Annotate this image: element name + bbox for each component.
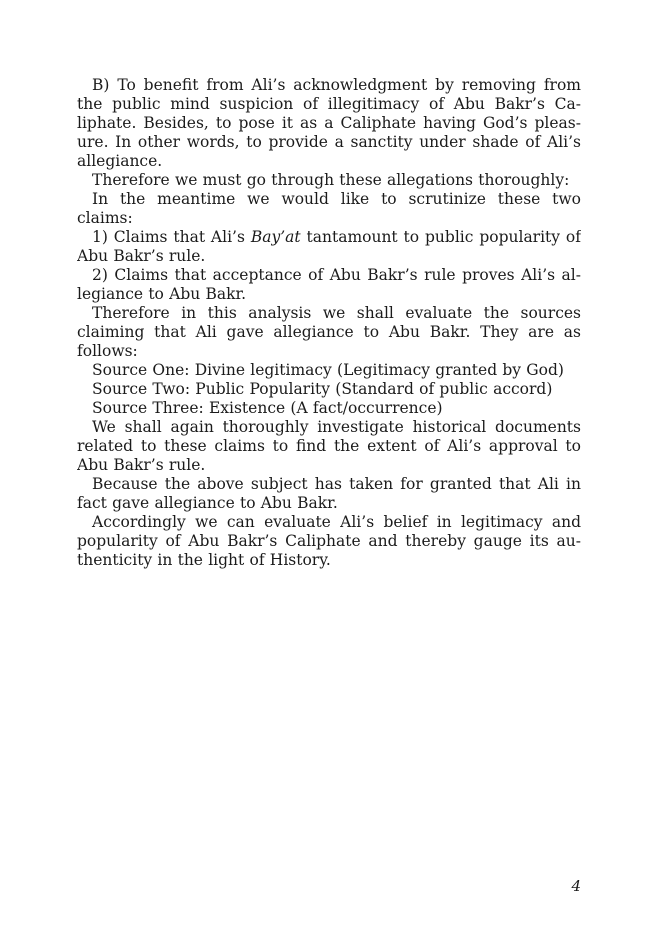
- page-number: 4: [571, 877, 581, 895]
- paragraph: [77, 190, 581, 228]
- paragraph: [77, 380, 581, 399]
- text-line: Source Two: Public Popularity (Standard of public accord): [92, 380, 553, 398]
- text-line: fact gave allegiance to Abu Bakr.: [77, 494, 338, 512]
- text-line: Source Three: Existence (A fact/occurrence): [92, 399, 443, 417]
- text-segment: tantamount to public popularity of: [300, 228, 581, 246]
- text-line: B) To benefit from Ali’s acknowledgment by removing from: [92, 76, 581, 94]
- text-line: claiming that Ali gave allegiance to Abu Bakr. They are as: [77, 323, 581, 341]
- text-line: Therefore we must go through these allegations thoroughly:: [92, 171, 570, 189]
- paragraph: [77, 361, 581, 380]
- text-line: popularity of Abu Bakr’s Caliphate and thereby gauge its au-: [77, 532, 581, 550]
- paragraph: [77, 513, 581, 570]
- paragraph: [77, 399, 581, 418]
- text-line: We shall again thoroughly investigate historical documents: [92, 418, 581, 436]
- text-line: Therefore in this analysis we shall evaluate the sources: [92, 304, 581, 322]
- text-line: [77, 228, 581, 247]
- paragraph: [77, 304, 581, 361]
- paragraph: [77, 266, 581, 304]
- text-line: Source One: Divine legitimacy (Legitimacy granted by God): [92, 361, 564, 379]
- text-line: the public mind suspicion of illegitimacy of Abu Bakr’s Ca-: [77, 95, 581, 113]
- text-line: liphate. Besides, to pose it as a Caliphate having God’s pleas-: [77, 114, 581, 132]
- text-line: thenticity in the light of History.: [77, 551, 331, 569]
- paragraph: [77, 475, 581, 513]
- text-line: In the meantime we would like to scrutinize these two: [92, 190, 581, 208]
- text-line: ure. In other words, to provide a sanctity under shade of Ali’s: [77, 133, 581, 151]
- text-line: follows:: [77, 342, 138, 360]
- text-line: 2) Claims that acceptance of Abu Bakr’s rule proves Ali’s al-: [92, 266, 581, 284]
- text-line: Abu Bakr’s rule.: [77, 247, 206, 265]
- text-line: related to these claims to find the extent of Ali’s approval to: [77, 437, 581, 455]
- text-line: claims:: [77, 209, 133, 227]
- text-line: Abu Bakr’s rule.: [77, 456, 206, 474]
- paragraph: [77, 76, 581, 171]
- text-line: Accordingly we can evaluate Ali’s belief in legitimacy and: [92, 513, 581, 531]
- text-line: allegiance.: [77, 152, 163, 170]
- text-block: [77, 76, 581, 570]
- italic-term: Bay’at: [250, 228, 301, 246]
- paragraph: [77, 171, 581, 190]
- paragraph: [77, 228, 581, 266]
- text-line: legiance to Abu Bakr.: [77, 285, 247, 303]
- paragraph: [77, 418, 581, 475]
- text-line: Because the above subject has taken for granted that Ali in: [92, 475, 581, 493]
- text-segment: 1) Claims that Ali’s: [92, 228, 251, 246]
